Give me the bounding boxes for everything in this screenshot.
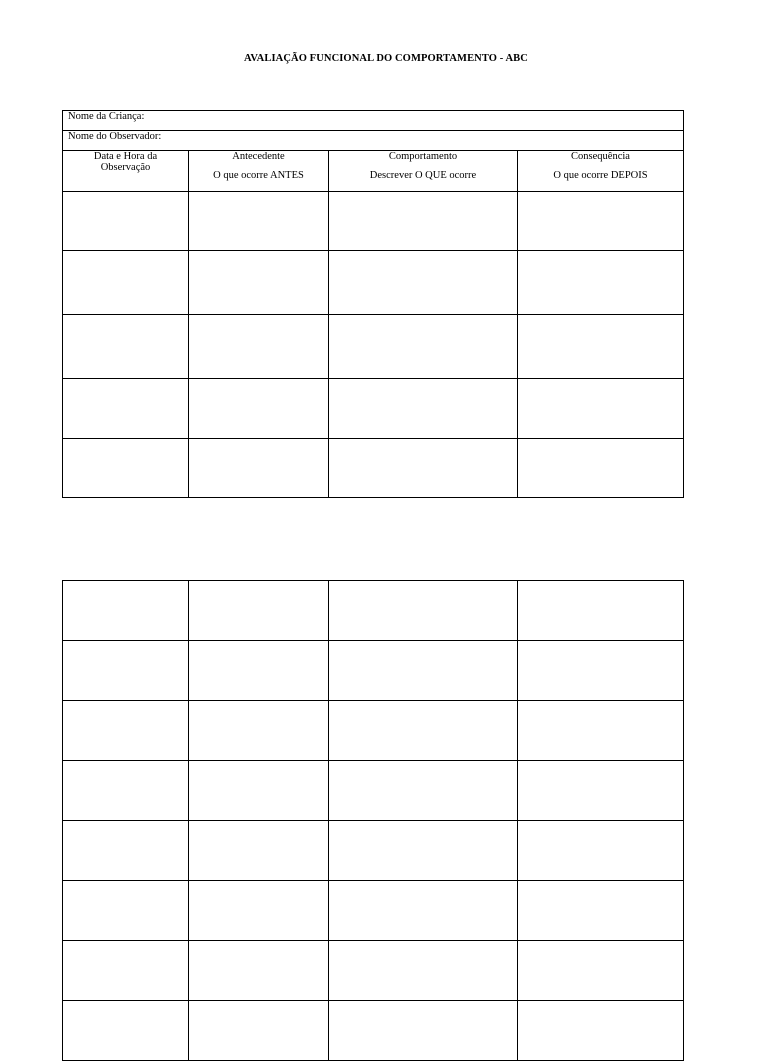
consequence-cell[interactable] bbox=[518, 581, 684, 641]
header-behavior-subtitle: Descrever O QUE ocorre bbox=[369, 170, 477, 181]
antecedent-cell[interactable] bbox=[189, 581, 329, 641]
table-row bbox=[63, 251, 684, 315]
antecedent-cell[interactable] bbox=[189, 192, 329, 251]
column-header-date-time bbox=[63, 151, 189, 192]
header-antecedent-subtitle: O que ocorre ANTES bbox=[213, 170, 304, 181]
antecedent-cell[interactable] bbox=[189, 701, 329, 761]
table-row bbox=[63, 821, 684, 881]
column-header-antecedent bbox=[189, 151, 329, 192]
date-time-cell[interactable] bbox=[63, 315, 189, 379]
table-row bbox=[63, 581, 684, 641]
behavior-cell[interactable] bbox=[329, 641, 518, 701]
date-time-cell[interactable] bbox=[63, 701, 189, 761]
antecedent-cell[interactable] bbox=[189, 761, 329, 821]
header-date-line1: Data e Hora da bbox=[93, 151, 158, 162]
antecedent-cell[interactable] bbox=[189, 439, 329, 498]
antecedent-cell[interactable] bbox=[189, 641, 329, 701]
date-time-cell[interactable] bbox=[63, 821, 189, 881]
consequence-cell[interactable] bbox=[518, 379, 684, 439]
consequence-cell[interactable] bbox=[518, 315, 684, 379]
behavior-cell[interactable] bbox=[329, 941, 518, 1001]
date-time-cell[interactable] bbox=[63, 641, 189, 701]
table-row bbox=[63, 192, 684, 251]
consequence-cell[interactable] bbox=[518, 439, 684, 498]
table-row bbox=[63, 761, 684, 821]
abc-observation-table bbox=[62, 110, 684, 498]
date-time-cell[interactable] bbox=[63, 379, 189, 439]
antecedent-cell[interactable] bbox=[189, 315, 329, 379]
header-consequence-subtitle: O que ocorre DEPOIS bbox=[553, 170, 648, 181]
antecedent-cell[interactable] bbox=[189, 881, 329, 941]
column-header-behavior bbox=[329, 151, 518, 192]
behavior-cell[interactable] bbox=[329, 881, 518, 941]
header-behavior-title: Comportamento bbox=[388, 151, 458, 162]
observer-name-label: Nome do Observador: bbox=[68, 131, 162, 142]
header-consequence-title: Consequência bbox=[571, 151, 630, 162]
consequence-cell[interactable] bbox=[518, 251, 684, 315]
behavior-cell[interactable] bbox=[329, 821, 518, 881]
column-header-consequence bbox=[518, 151, 684, 192]
behavior-cell[interactable] bbox=[329, 761, 518, 821]
date-time-cell[interactable] bbox=[63, 581, 189, 641]
continuation-table bbox=[62, 580, 684, 1061]
date-time-cell[interactable] bbox=[63, 192, 189, 251]
date-time-cell[interactable] bbox=[63, 1001, 189, 1061]
behavior-cell[interactable] bbox=[329, 192, 518, 251]
consequence-cell[interactable] bbox=[518, 761, 684, 821]
consequence-cell[interactable] bbox=[518, 881, 684, 941]
child-name-label: Nome da Criança: bbox=[68, 111, 145, 122]
antecedent-cell[interactable] bbox=[189, 821, 329, 881]
behavior-cell[interactable] bbox=[329, 439, 518, 498]
table-row bbox=[63, 379, 684, 439]
consequence-cell[interactable] bbox=[518, 641, 684, 701]
behavior-cell[interactable] bbox=[329, 251, 518, 315]
consequence-cell[interactable] bbox=[518, 192, 684, 251]
consequence-cell[interactable] bbox=[518, 941, 684, 1001]
table-row bbox=[63, 439, 684, 498]
antecedent-cell[interactable] bbox=[189, 251, 329, 315]
document-title: AVALIAÇÃO FUNCIONAL DO COMPORTAMENTO - ABC bbox=[244, 53, 528, 64]
date-time-cell[interactable] bbox=[63, 439, 189, 498]
date-time-cell[interactable] bbox=[63, 761, 189, 821]
table-row bbox=[63, 881, 684, 941]
table-row bbox=[63, 641, 684, 701]
table-row bbox=[63, 941, 684, 1001]
header-date-line2: Observação bbox=[100, 162, 151, 173]
antecedent-cell[interactable] bbox=[189, 379, 329, 439]
table-row bbox=[63, 701, 684, 761]
behavior-cell[interactable] bbox=[329, 1001, 518, 1061]
table-row bbox=[63, 315, 684, 379]
antecedent-cell[interactable] bbox=[189, 1001, 329, 1061]
behavior-cell[interactable] bbox=[329, 379, 518, 439]
antecedent-cell[interactable] bbox=[189, 941, 329, 1001]
consequence-cell[interactable] bbox=[518, 821, 684, 881]
observer-name-field[interactable] bbox=[63, 131, 684, 151]
consequence-cell[interactable] bbox=[518, 701, 684, 761]
date-time-cell[interactable] bbox=[63, 251, 189, 315]
table-row bbox=[63, 1001, 684, 1061]
child-name-field[interactable] bbox=[63, 111, 684, 131]
behavior-cell[interactable] bbox=[329, 701, 518, 761]
header-antecedent-title: Antecedente bbox=[232, 151, 285, 162]
date-time-cell[interactable] bbox=[63, 881, 189, 941]
consequence-cell[interactable] bbox=[518, 1001, 684, 1061]
date-time-cell[interactable] bbox=[63, 941, 189, 1001]
behavior-cell[interactable] bbox=[329, 315, 518, 379]
behavior-cell[interactable] bbox=[329, 581, 518, 641]
